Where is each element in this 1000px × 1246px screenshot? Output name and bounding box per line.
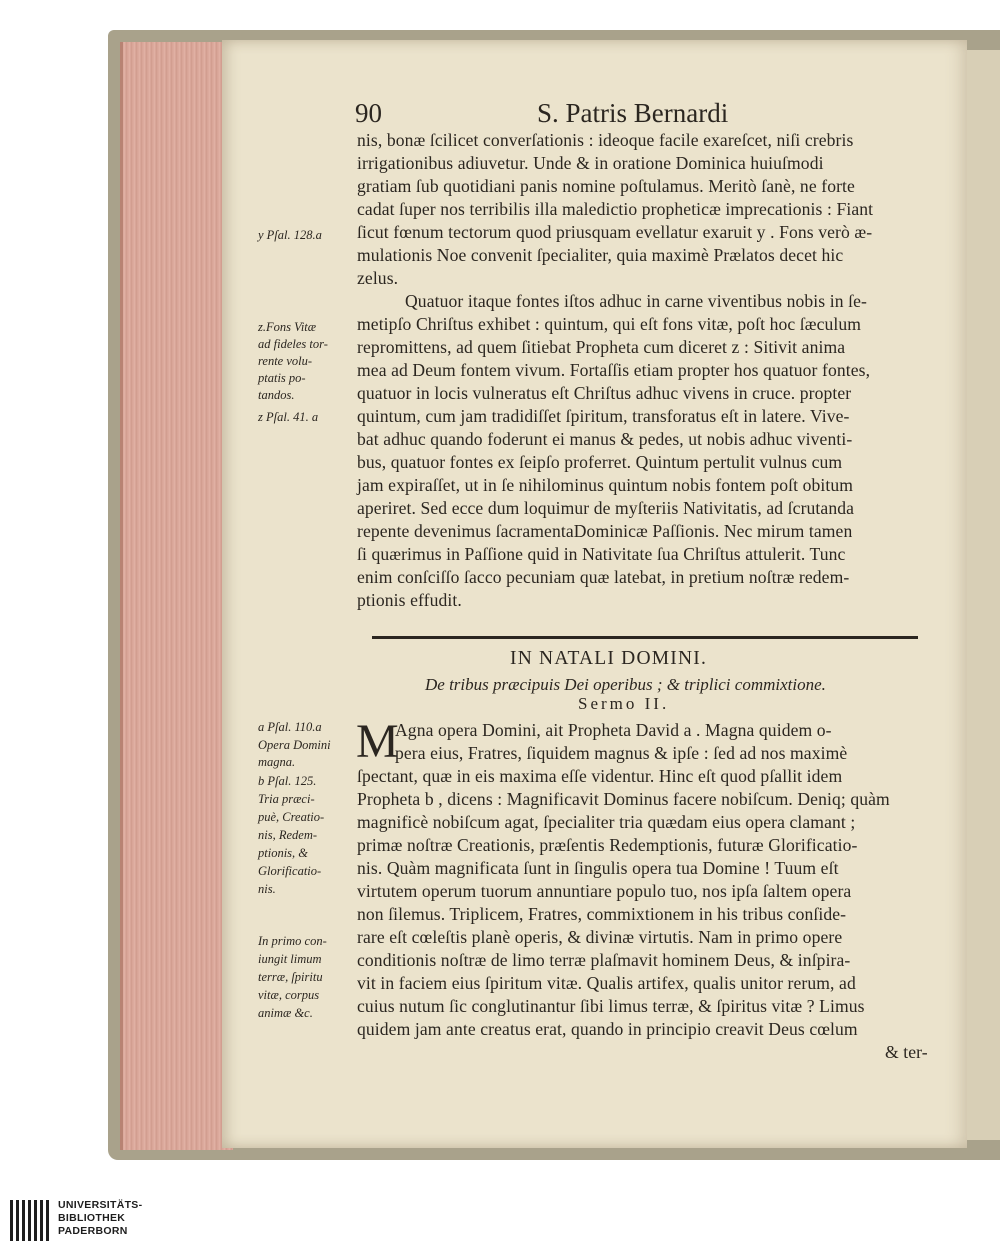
page-number: 90	[355, 98, 382, 128]
body-line: cadat ſuper nos terribilis illa maledictio propheticæ imprecationis : Fiant	[357, 199, 874, 219]
body-line: rare eſt cœleſtis planè operis, & divinæ virtutis. Nam in primo opere	[357, 927, 843, 947]
marginal-note: z.Fons Vitæ	[258, 320, 317, 334]
marginal-note: nis.	[258, 882, 276, 896]
body-line: cuius nutum ſic conglutinantur ſibi limus terræ, & ſpiritus vitæ ? Limus	[357, 996, 865, 1016]
body-line: gratiam ſub quotidiani panis nomine poſtulamus. Meritò ſanè, ne forte	[357, 176, 855, 196]
marginal-note: Opera Domini	[258, 738, 331, 752]
body-line: nis, bonæ ſcilicet converſationis : ideoque facile exareſcet, niſi crebris	[357, 130, 854, 150]
footer-bar	[0, 1196, 1000, 1246]
body-line: quidem jam ante creatus erat, quando in principio creavit Deus cœlum	[357, 1019, 858, 1039]
marginal-note: rente volu-	[258, 354, 313, 368]
body-line: magnificè nobiſcum agat, ſpecialiter tria quædam eius opera clamant ;	[357, 812, 856, 832]
body-line: Agna opera Domini, ait Propheta David a . Magna quidem o-	[395, 720, 832, 740]
marginal-note: terræ, ſpiritu	[258, 970, 323, 984]
library-name-line: BIBLIOTHEK	[58, 1212, 126, 1224]
body-line: virtutem operum tuorum annuntiare populo tuo, nos ipſa ſaltem opera	[357, 881, 852, 901]
body-line: zelus.	[357, 268, 399, 288]
library-name-line: PADERBORN	[58, 1225, 128, 1237]
marginal-note: In primo con-	[258, 934, 327, 948]
body-line: Propheta b , dicens : Magnificavit Dominus facere nobiſcum. Deniq; quàm	[357, 789, 890, 809]
body-line: metipſo Chriſtus exhibet : quintum, qui eſt fons vitæ, poſt hoc ſæculum	[357, 314, 862, 334]
library-logo-icon	[8, 1198, 53, 1243]
body-line: primæ noſtræ Creationis, præſentis Redemptionis, futuræ Glorificatio-	[357, 835, 858, 855]
body-line: irrigationibus adiuvetur. Unde & in oratione Dominica huiuſmodi	[357, 153, 824, 173]
body-line: repromittens, ad quem ſitiebat Propheta cum diceret z : Sitivit anima	[357, 337, 846, 357]
running-title: S. Patris Bernardi	[537, 98, 729, 128]
body-line: repente devenimus ſacramentaDominicæ Paſſionis. Nec mirum tamen	[357, 521, 853, 541]
body-line: enim conſciſſo ſacco pecuniam quæ latebat, in pretium noſtræ redem-	[357, 567, 850, 587]
marginal-note: tandos.	[258, 388, 295, 402]
body-line: ſicut fœnum tectorum quod priusquam evellatur exaruit y . Fons verò æ-	[357, 222, 873, 242]
marginal-note: Glorificatio-	[258, 864, 322, 878]
marginal-note: magna.	[258, 755, 296, 769]
section-title: IN NATALI DOMINI.	[510, 648, 708, 669]
marginal-note: ptatis po-	[258, 371, 306, 385]
section-subtitle: De tribus præcipuis Dei operibus ; & triplici commixtione.	[425, 675, 826, 694]
body-line: vit in faciem eius ſpiritum vitæ. Qualis artifex, qualis unitor rerum, ad	[357, 973, 856, 993]
section-divider	[372, 636, 918, 639]
marginal-note: nis, Redem-	[258, 828, 318, 842]
drop-cap: M	[356, 715, 399, 768]
body-line: non ſilemus. Triplicem, Fratres, commixtionem in his tribus conſide-	[357, 904, 847, 924]
body-line: Quatuor itaque fontes iſtos adhuc in carne viventibus nobis in ſe-	[405, 291, 867, 311]
body-line: jam expiraſſet, ut in ſe nihilominus quintum nobis fontem poſt obitum	[357, 475, 854, 495]
marginal-note: iungit limum	[258, 952, 322, 966]
sermon-number: Sermo II.	[578, 694, 670, 713]
body-line: ptionis effudit.	[357, 590, 462, 610]
body-line: nis. Quàm magnificata ſunt in ſingulis opera tua Domine ! Tuum eſt	[357, 858, 839, 878]
body-line: bus, quatuor fontes ex ſeipſo proferret. Quintum pertulit vulnus cum	[357, 452, 843, 472]
marginal-note: a Pſal. 110.a	[258, 720, 322, 734]
marginal-note: Tria præci-	[258, 792, 315, 806]
marginal-note: ptionis, &	[258, 846, 309, 860]
body-line: mulationis Noe convenit ſpecialiter, quia maximè Prælatos decet hic	[357, 245, 844, 265]
body-line: aperiret. Sed ecce dum loquimur de myſteriis Nativitatis, ad ſcrutanda	[357, 498, 855, 518]
marginal-note: puè, Creatio-	[258, 810, 325, 824]
marginal-note: y Pſal. 128.a	[258, 228, 322, 242]
body-line: quintum, cum jam tradidiſſet ſpiritum, transforatus eſt in latere. Vive-	[357, 406, 850, 426]
marginal-note: z Pſal. 41. a	[258, 410, 319, 424]
marginal-note: animæ &c.	[258, 1006, 313, 1020]
marginal-note: vitæ, corpus	[258, 988, 320, 1002]
page-edges	[120, 42, 233, 1150]
body-line: ſpectant, quæ in eis maxima eſſe videntur. Hinc eſt quod pſallit idem	[357, 766, 843, 786]
body-line: pera eius, Fratres, ſiquidem magnus & ipſe : ſed ad nos maximè	[395, 743, 848, 763]
marginal-note: b Pſal. 125.	[258, 774, 317, 788]
marginal-note: ad fideles tor-	[258, 337, 328, 351]
body-line: conditionis noſtræ de limo terræ plaſmavit hominem Deus, & inſpira-	[357, 950, 851, 970]
catchword: & ter-	[885, 1042, 928, 1062]
library-name-line: UNIVERSITÄTS-	[58, 1199, 143, 1211]
body-line: mea ad Deum fontem vivum. Fortaſſis etiam propter hos quatuor fontes,	[357, 360, 871, 380]
body-line: quatuor in locis vulneratus eſt Chriſtus adhuc vivens in cruce. propter	[357, 383, 852, 403]
body-line: ſi quærimus in Paſſione quid in Nativitate ſua Chriſtus attulerit. Tunc	[357, 544, 846, 564]
facing-page-edge	[967, 50, 1000, 1140]
body-line: bat adhuc quando foderunt ei manus & pedes, ut nobis adhuc viventi-	[357, 429, 853, 449]
